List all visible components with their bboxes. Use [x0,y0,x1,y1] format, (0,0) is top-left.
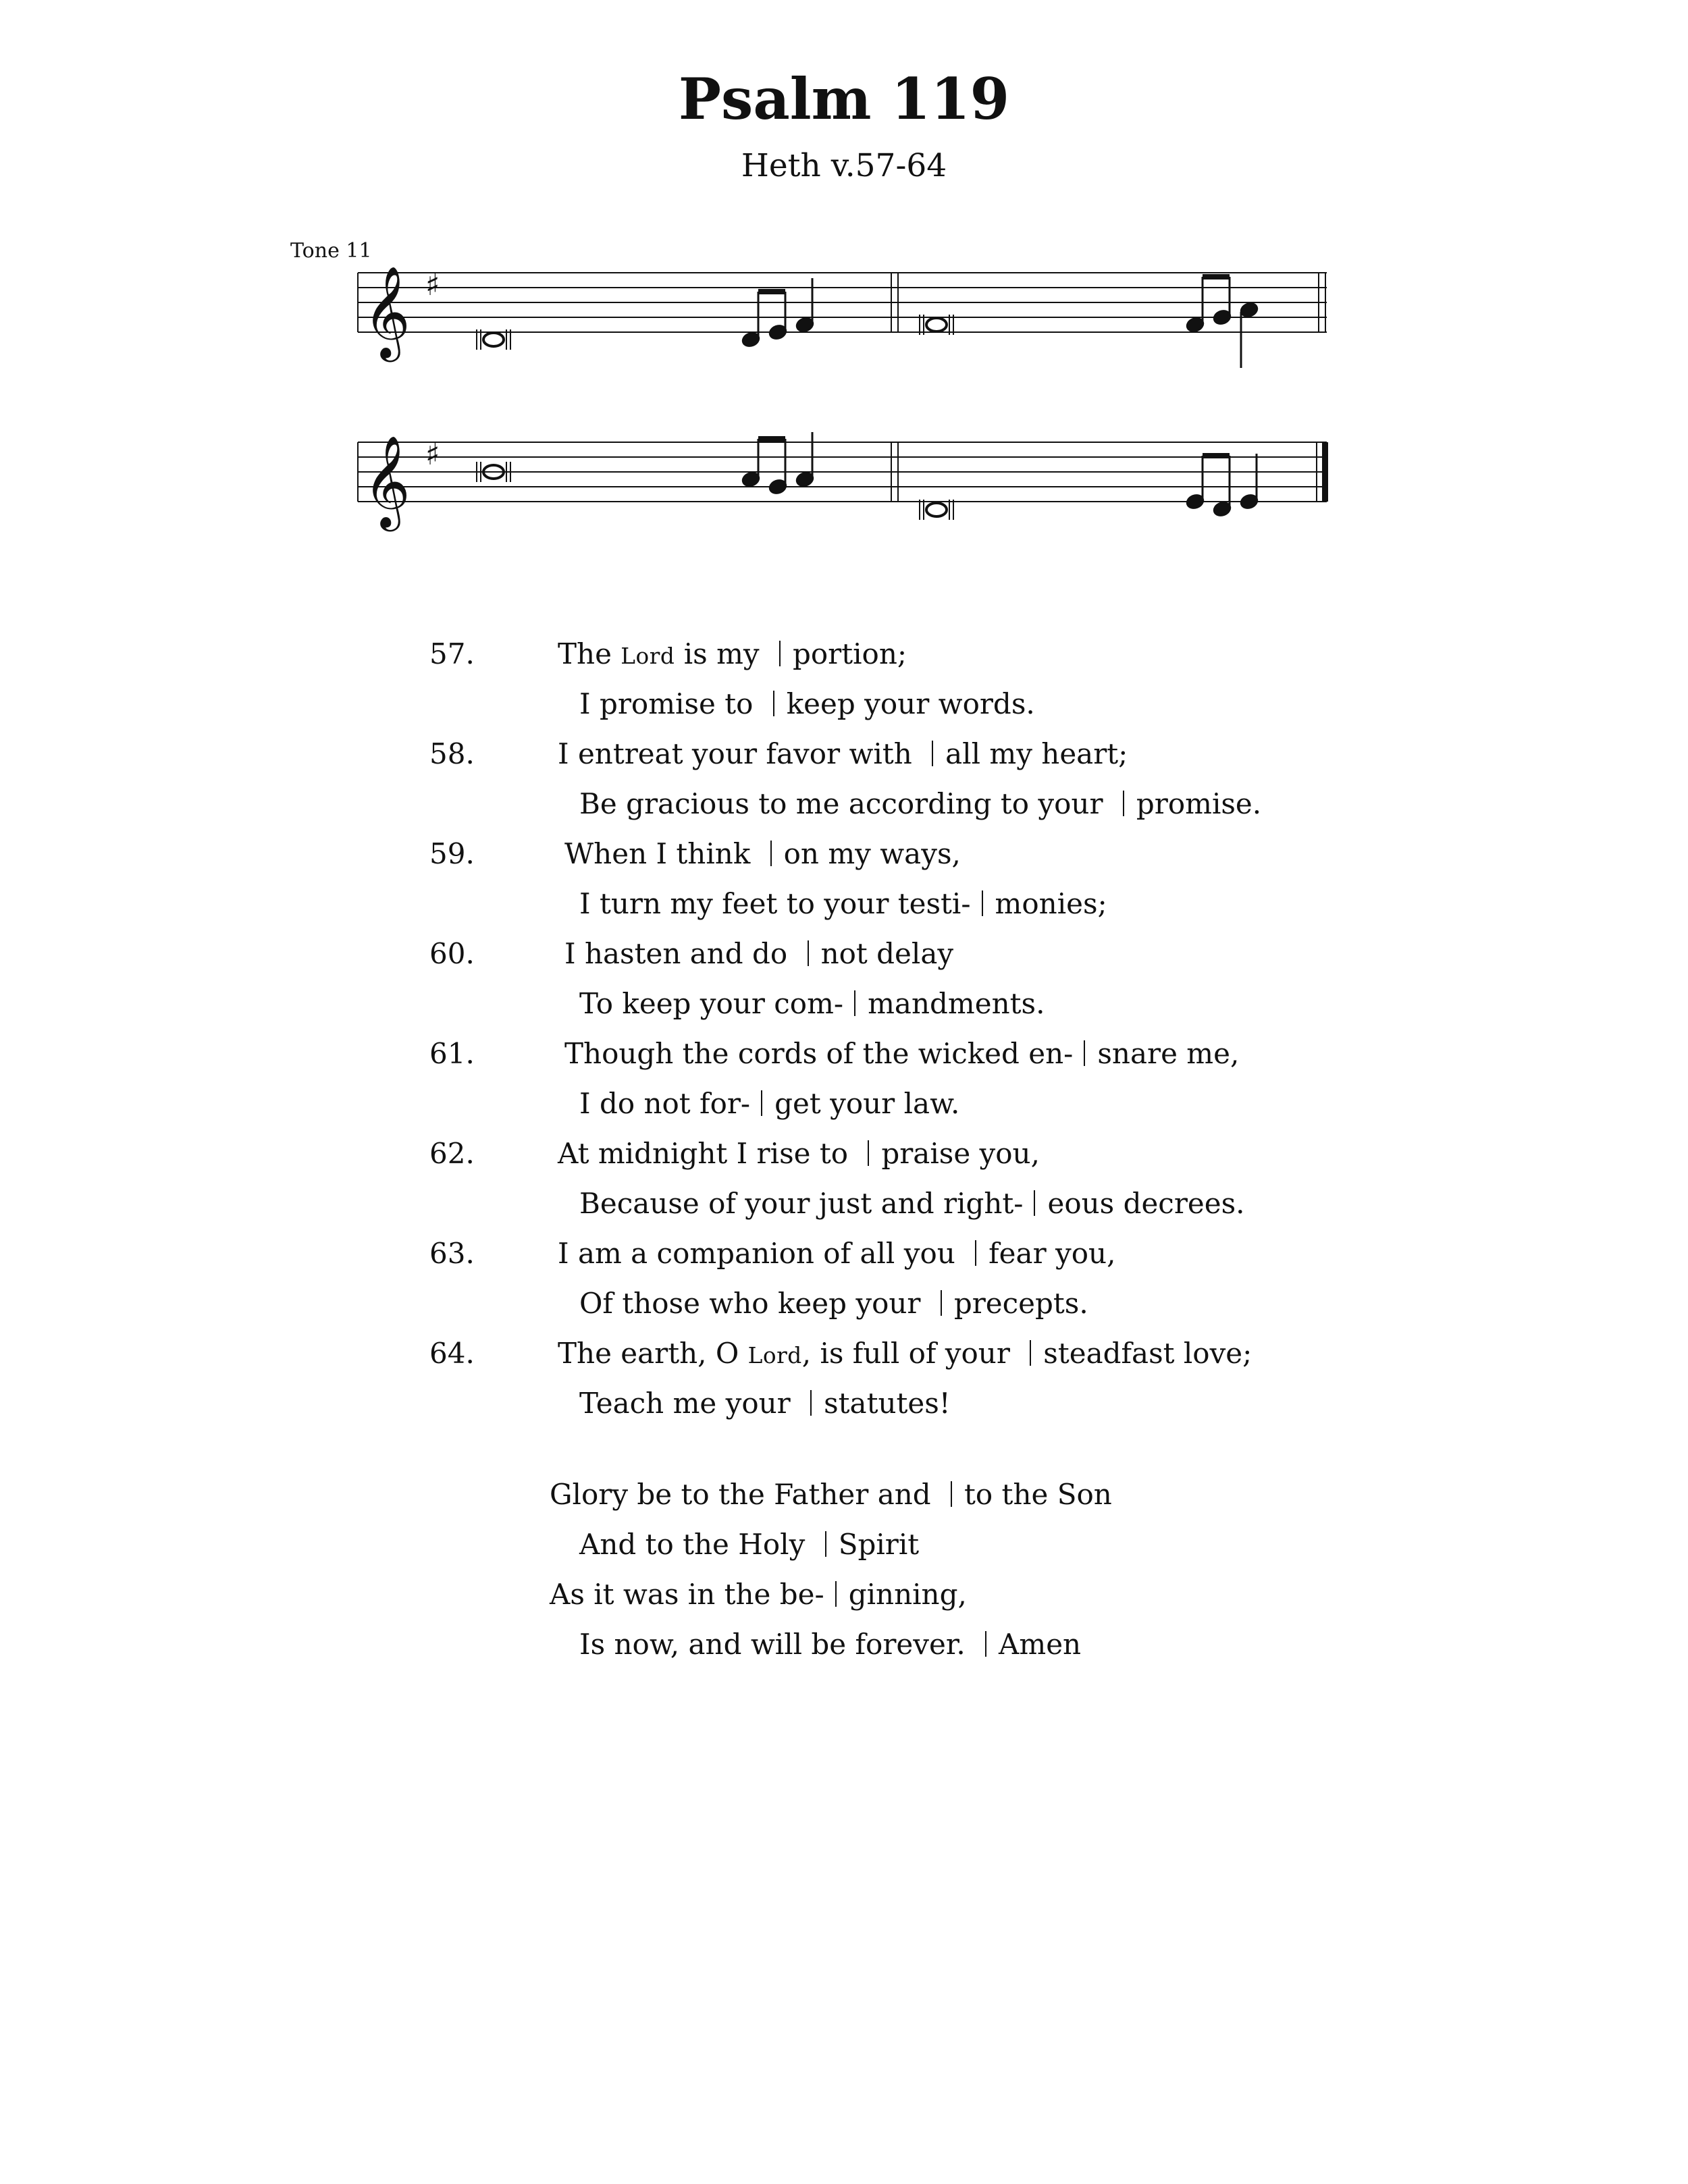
verse-number: 59. [429,837,475,870]
text-segment: At midnight I rise to [558,1137,858,1170]
text-segment: The earth, O [558,1337,748,1370]
verse-second-line [579,1187,1245,1220]
verse-second-line [579,787,1262,820]
verse-second-line [579,1087,960,1120]
verse-first-line [558,737,1128,770]
verse-second-line [579,1389,951,1418]
sharp-icon: ♯ [425,268,440,302]
tone-label: Tone 11 [290,239,372,263]
verse-number: 64. [429,1337,475,1370]
text-segment: I turn my feet to your testi- [579,887,971,920]
treble-clef-icon: 𝄞 [363,265,411,358]
text-segment: To keep your com- [579,987,844,1020]
verse-second-line [579,687,1035,720]
pointing-bar [1034,1190,1035,1216]
pointing-bar [854,990,855,1016]
text-segment: The [558,637,621,670]
verse-first-line [558,637,907,670]
text-segment: I entreat your favor with [558,737,922,770]
pointing-bar [825,1531,826,1557]
treble-clef-icon: 𝄞 [363,434,411,527]
verse-number: 60. [429,937,475,970]
pointing-bar [985,1631,986,1657]
pointing-bar [810,1390,812,1416]
gloria-line [579,1630,1081,1659]
text-segment: ginning, [848,1578,967,1611]
text-segment: I am a companion of all you [558,1237,965,1270]
text-segment: precepts. [953,1287,1088,1320]
pointing-bar [779,641,781,666]
page-subtitle: Heth v.57-64 [741,147,947,184]
gloria-line [550,1580,967,1609]
text-segment: all my heart; [945,737,1128,770]
gloria-line [550,1478,1112,1511]
pointing-bar [951,1481,952,1507]
verse-second-line [579,1289,1088,1318]
text-segment: , is full of your [801,1337,1020,1370]
text-segment: steadfast love; [1043,1337,1252,1370]
text-segment: is my [675,637,768,670]
pointing-bar [868,1140,869,1166]
sharp-icon: ♯ [425,437,440,472]
page-title: Psalm 119 [678,65,1010,132]
text-segment: When I think [564,837,760,870]
text-segment: not delay [820,937,954,970]
verse-second-line [579,987,1045,1020]
text-segment: portion; [792,637,907,670]
text-segment: to the Son [964,1478,1112,1511]
pointing-bar [1084,1040,1085,1066]
text-segment: I hasten and do [564,937,797,970]
verse-number: 61. [429,1037,475,1070]
pointing-bar [808,940,809,966]
text-segment: keep your words. [786,687,1035,720]
text-segment: Glory be to the Father and [550,1478,941,1511]
verse-first-line [558,1237,1116,1270]
text-segment: praise you, [881,1137,1040,1170]
text-segment: Teach me your [579,1387,800,1420]
pointing-bar [1123,791,1124,816]
text-segment: Amen [999,1628,1082,1661]
text-segment: Lord [621,643,675,669]
verse-second-line [579,887,1107,920]
text-segment: I promise to [579,687,762,720]
pointing-bar [773,691,774,716]
pointing-bar [975,1240,976,1266]
verse-first-line [564,837,961,870]
text-segment: Of those who keep your [579,1287,930,1320]
text-segment: Because of your just and right- [579,1187,1024,1220]
text-segment: I do not for- [579,1087,751,1120]
text-segment: snare me, [1097,1037,1240,1070]
text-segment: Is now, and will be forever. [579,1628,975,1661]
text-segment: eous decrees. [1047,1187,1245,1220]
pointing-bar [835,1581,837,1607]
pointing-bar [932,741,933,766]
gloria-line [579,1530,919,1559]
verse-first-line [558,1339,1252,1368]
text-segment: As it was in the be- [550,1578,824,1611]
verse-number: 63. [429,1237,475,1270]
verse-number: 57. [429,637,475,670]
pointing-bar [1030,1340,1031,1366]
pointing-bar [982,890,983,916]
text-segment: Though the cords of the wicked en- [564,1037,1074,1070]
text-segment: Be gracious to me according to your [579,787,1112,820]
text-segment: monies; [995,887,1107,920]
text-segment: mandments. [868,987,1045,1020]
pointing-bar [770,841,772,866]
text-segment: statutes! [824,1387,951,1420]
verse-first-line [564,1037,1240,1070]
text-segment: promise. [1136,787,1262,820]
text-segment: fear you, [988,1237,1116,1270]
text-segment: on my ways, [783,837,961,870]
pointing-bar [761,1090,762,1116]
text-segment: Spirit [838,1528,920,1561]
text-segment: Lord [747,1343,802,1368]
pointing-bar [941,1290,942,1316]
text-segment: get your law. [774,1087,960,1120]
verse-number: 58. [429,737,475,770]
verse-first-line [558,1137,1040,1170]
verse-first-line [564,937,954,970]
verse-number: 62. [429,1137,475,1170]
text-segment: And to the Holy [579,1528,814,1561]
